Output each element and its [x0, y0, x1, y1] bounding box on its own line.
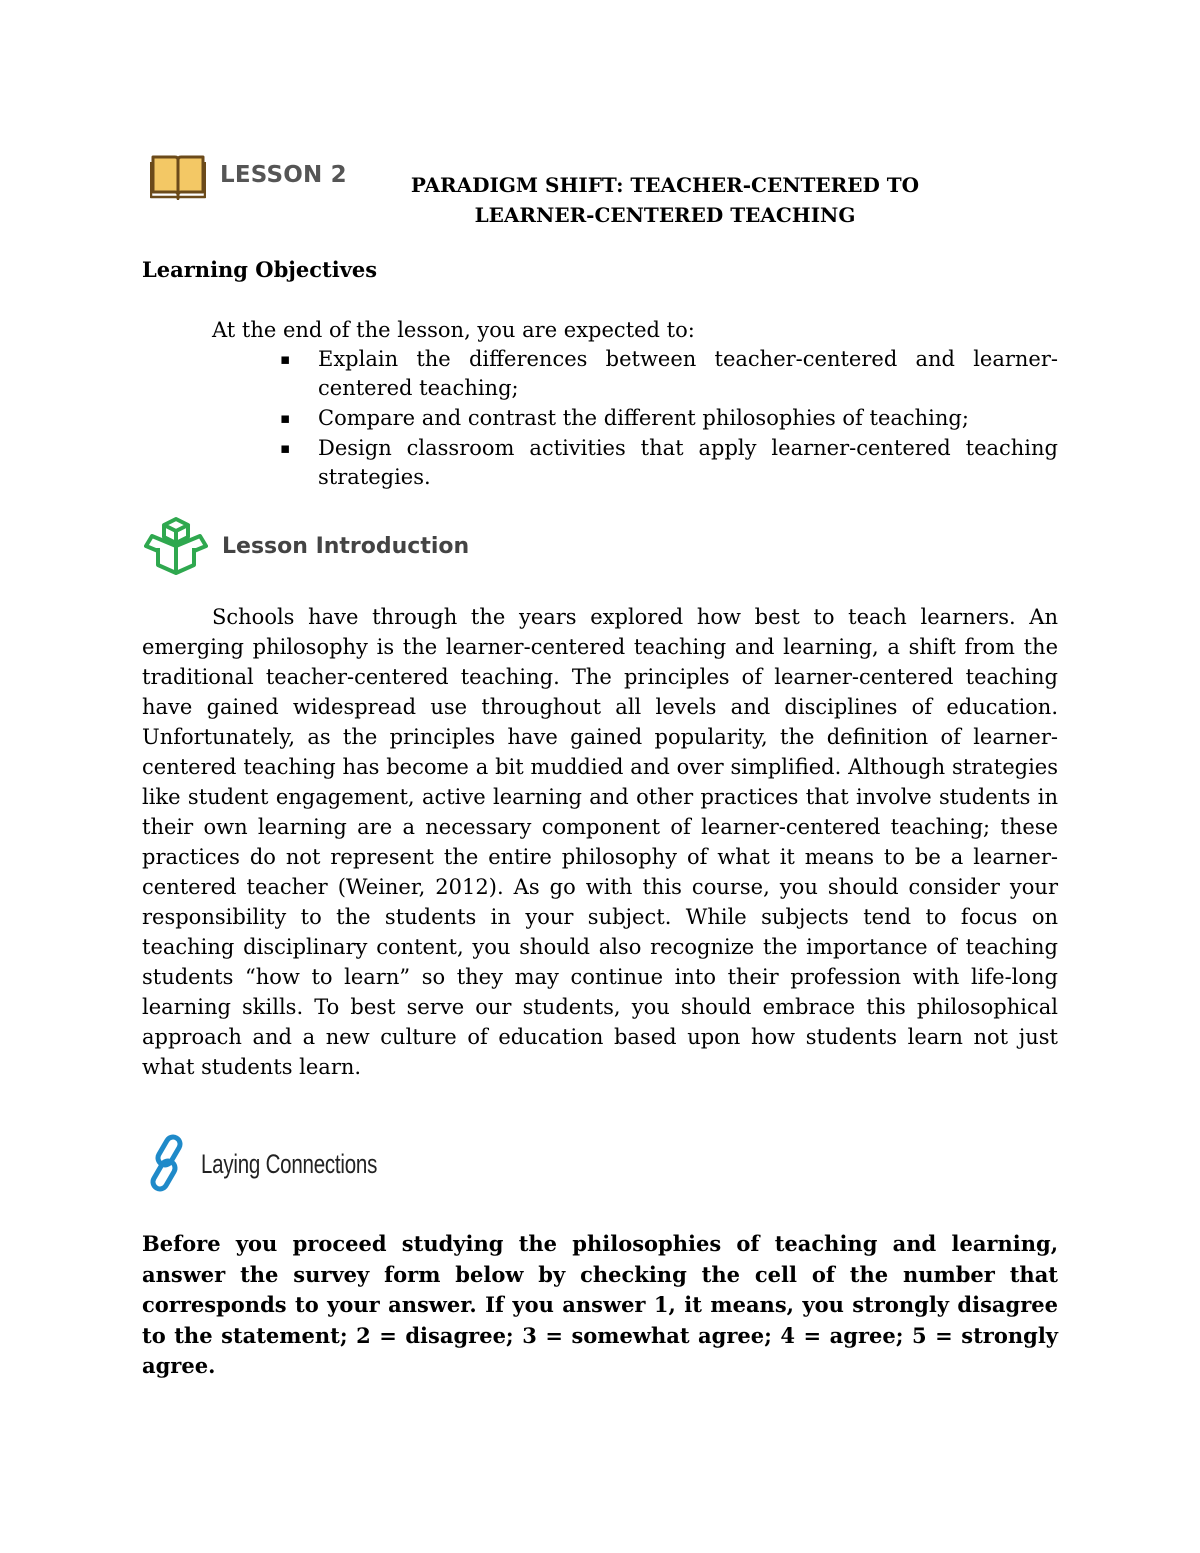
lesson-title — [300, 170, 1030, 230]
objectives-intro: At the end of the lesson, you are expected to: — [212, 318, 695, 342]
square-bullet-icon: ▪ — [280, 350, 291, 368]
title-line-2: LEARNER-CENTERED TEACHING — [474, 203, 856, 227]
objective-text: Design classroom activities that apply learner-centered teaching strategies. — [318, 436, 1058, 489]
list-item — [280, 434, 1058, 492]
square-bullet-icon: ▪ — [280, 439, 291, 457]
introduction-paragraph: Schools have through the years explored how best to teach learners. An emerging philosophy is the learner-centered teaching and learning, a shift from the traditional teacher-centered teaching. The principles of learner-centered teaching have gained widespread use throughout all levels and disciplines of education. Unfortunately, as the principles have gained popularity, the definition of learner-centered teaching has become a bit muddied and over simplified. Although strategies like student engagement, active learning and other practices that involve students in their own learning are a necessary component of learner-centered teaching; these practices do not represent the entire philosophy of what it means to be a learner-centered teacher (Weiner, 2012). As go with this course, you should consider your responsibility to the students in your subject. While subjects tend to focus on teaching disciplinary content, you should also recognize the importance of teaching students “how to learn” so they may continue into their profession with life-long learning skills. To best serve our students, you should embrace this philosophical approach and a new culture of education based upon how students learn not just what students learn. — [142, 605, 1058, 1079]
box-icon — [144, 516, 208, 576]
title-line-1: PARADIGM SHIFT: TEACHER-CENTERED TO — [410, 173, 920, 197]
objectives-list — [280, 345, 1058, 493]
survey-instructions: Before you proceed studying the philosophies of teaching and learning, answer the survey form below by checking the cell of the number that corresponds to your answer. If you answer 1, it means, you strongly disagree to the statement; 2 = disagree; 3 = somewhat agree; 4 = agree; 5 = strongly agree. — [142, 1231, 1058, 1378]
open-book-icon — [150, 150, 206, 200]
laying-connections-header — [145, 1134, 433, 1194]
laying-connections-label: Laying Connections — [201, 1148, 378, 1179]
square-bullet-icon: ▪ — [280, 409, 291, 427]
lesson-number-label: LESSON 2 — [220, 162, 347, 188]
objectives-heading: Learning Objectives — [142, 257, 378, 282]
chain-link-icon — [145, 1134, 193, 1194]
lesson-introduction-header — [144, 516, 469, 576]
list-item — [280, 404, 1058, 433]
objective-text: Explain the differences between teacher-centered and learner-centered teaching; — [318, 347, 1058, 400]
lesson-introduction-label: Lesson Introduction — [222, 533, 470, 559]
list-item — [280, 345, 1058, 403]
objective-text: Compare and contrast the different philosophies of teaching; — [318, 406, 969, 430]
